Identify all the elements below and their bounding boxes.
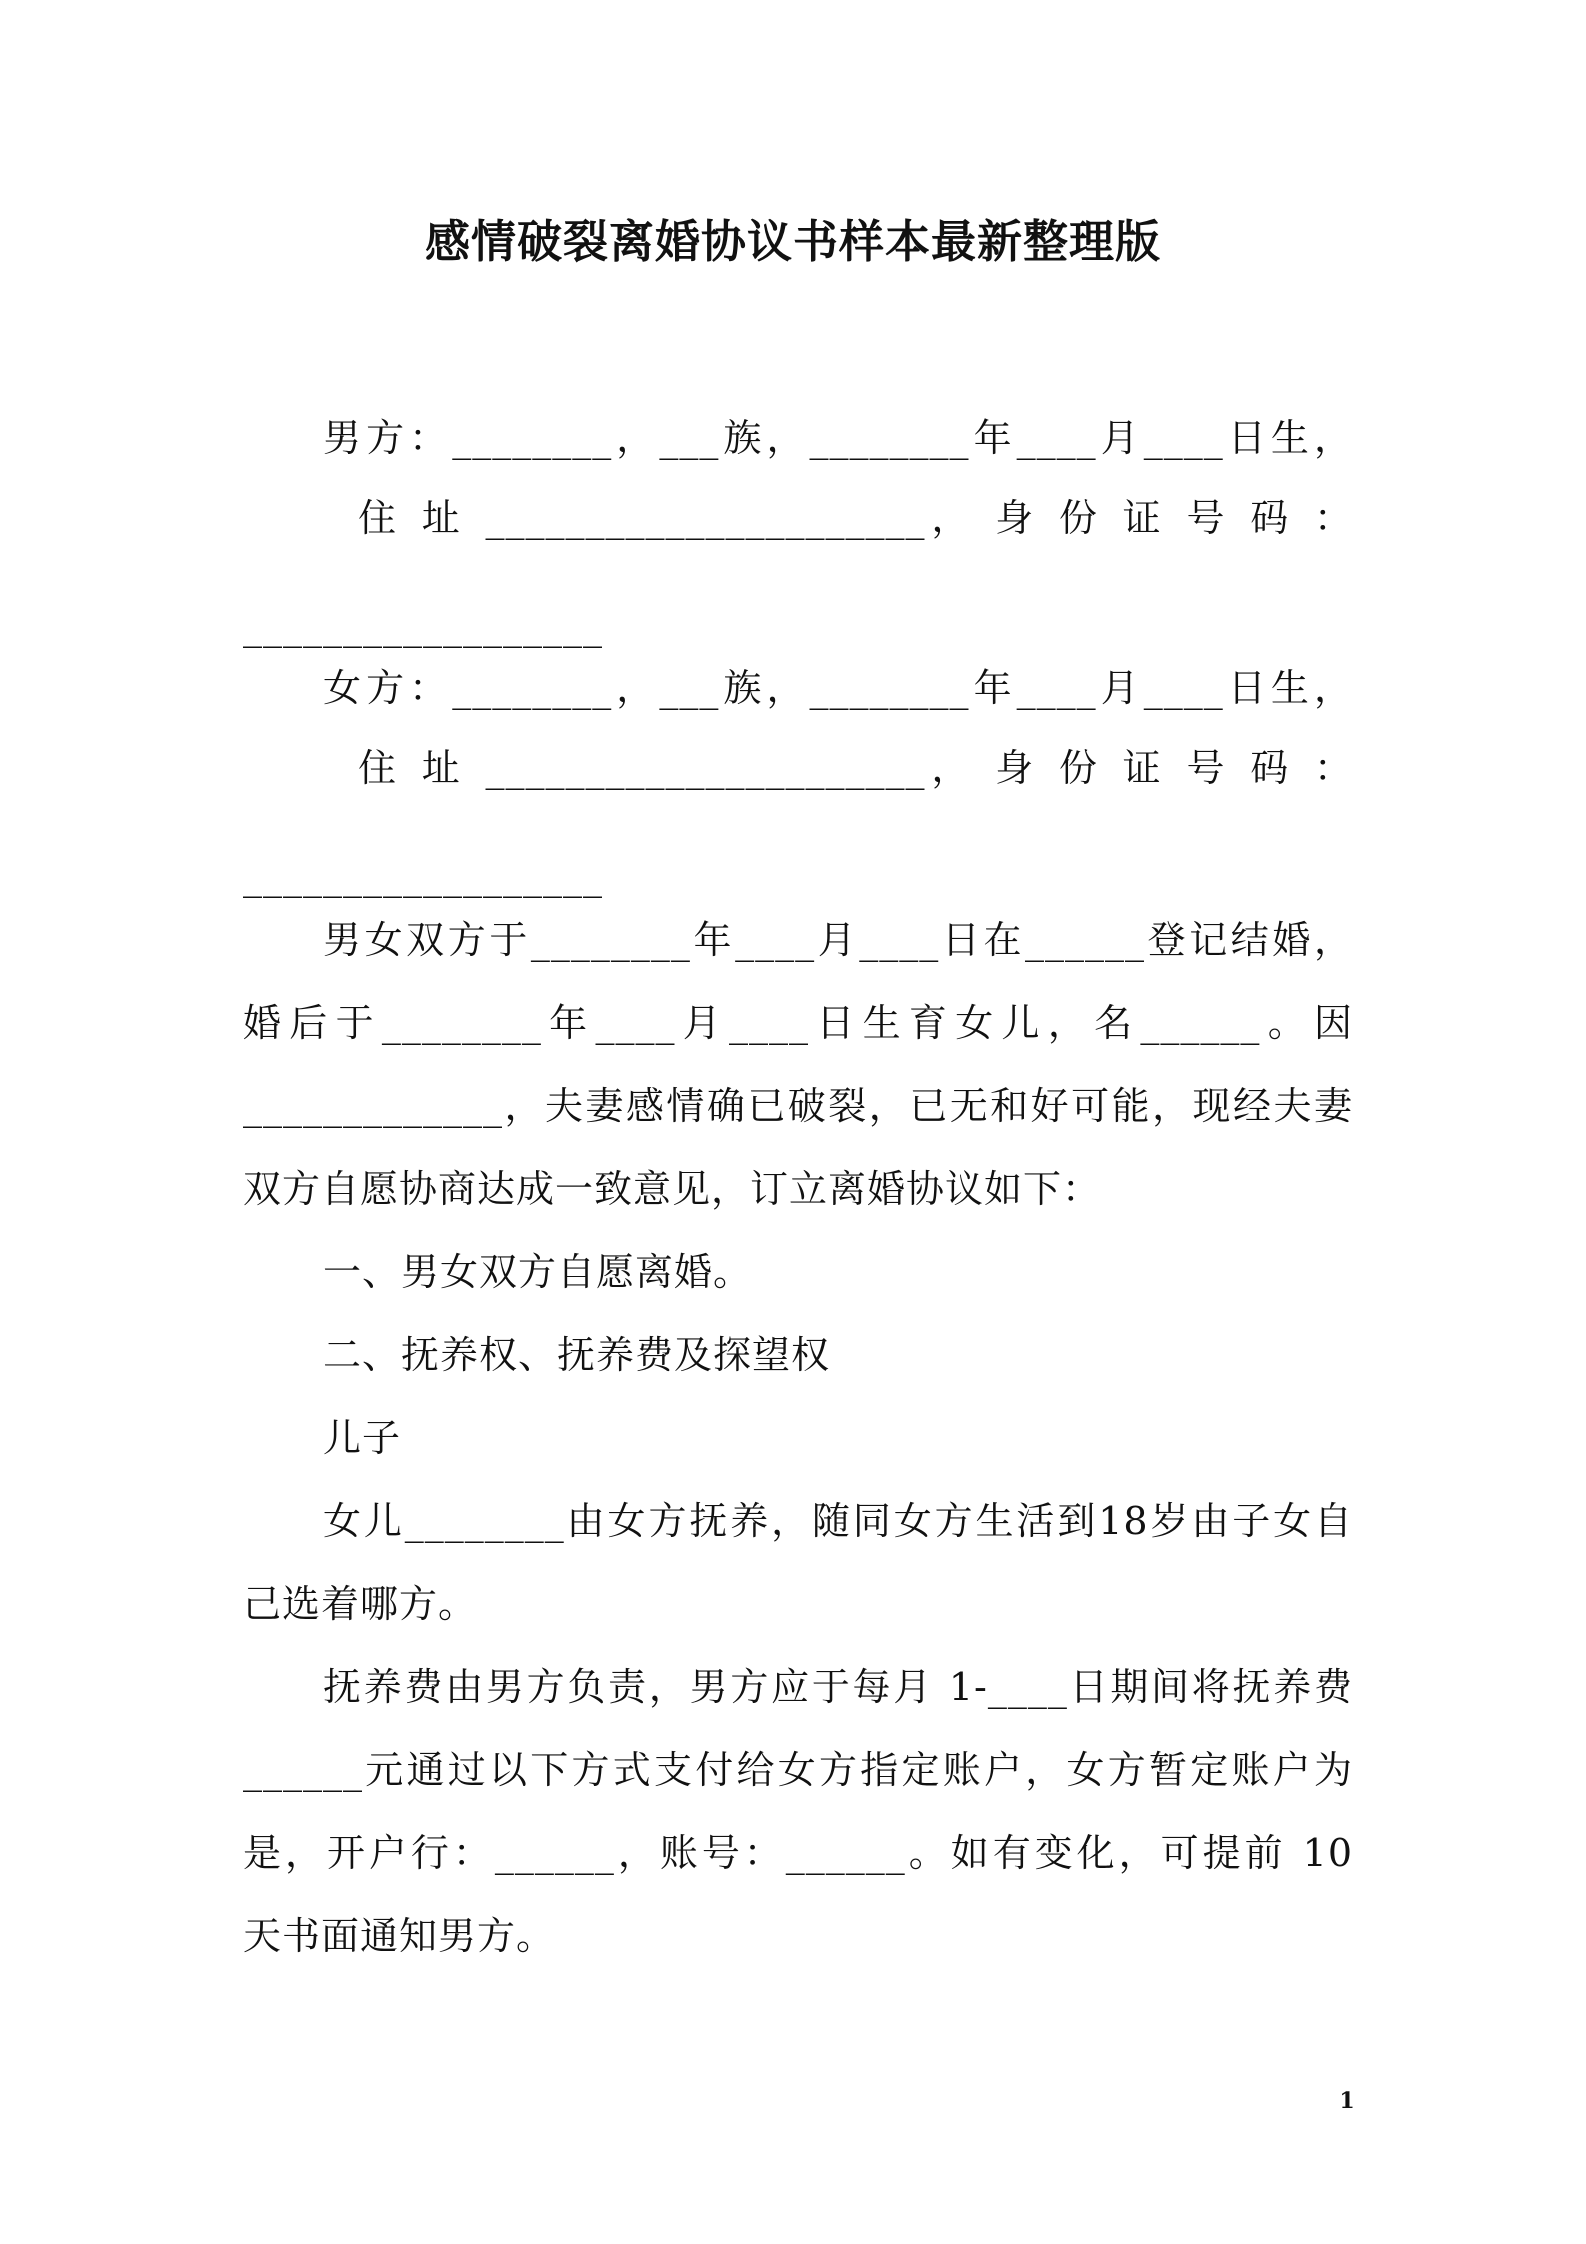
female-address-id-line: 住 址 ______________________， 身 份 证 号 码 ： bbox=[358, 746, 1353, 790]
paragraph-marriage-line-1: 男女双方于________年____月____日在______登记结婚， bbox=[323, 918, 1353, 962]
support-fee-line-4: 天书面通知男方。 bbox=[243, 1914, 556, 1958]
daughter-custody-line-2: 己选着哪方。 bbox=[243, 1582, 478, 1626]
paragraph-marriage-line-3: _____________，夫妻感情确已破裂，已无和好可能，现经夫妻 bbox=[243, 1084, 1353, 1128]
female-party-info-line: 女方：________，___族，________年____月____日生， bbox=[323, 666, 1353, 710]
male-address-id-line: 住 址 ______________________， 身 份 证 号 码 ： bbox=[358, 496, 1353, 540]
daughter-custody-line-1: 女儿________由女方抚养，随同女方生活到18岁由子女自 bbox=[323, 1499, 1353, 1543]
female-id-blank-line: __________________ bbox=[243, 854, 603, 898]
support-fee-line-2: ______元通过以下方式支付给女方指定账户，女方暂定账户为 bbox=[243, 1748, 1353, 1792]
male-id-blank-line: __________________ bbox=[243, 604, 603, 648]
clause-two-heading: 二、抚养权、抚养费及探望权 bbox=[323, 1333, 831, 1377]
support-fee-line-3: 是，开户行：______，账号：______。如有变化，可提前 10 bbox=[243, 1831, 1353, 1875]
paragraph-marriage-line-2: 婚后于________年____月____日生育女儿，名______。因 bbox=[243, 1001, 1353, 1045]
document-title: 感情破裂离婚协议书样本最新整理版 bbox=[424, 215, 1161, 268]
male-party-info-line: 男方：________，___族，________年____月____日生， bbox=[323, 416, 1353, 460]
clause-one: 一、男女双方自愿离婚。 bbox=[323, 1250, 753, 1294]
son-label: 儿子 bbox=[323, 1416, 402, 1460]
page-number: 1 bbox=[1339, 2088, 1355, 2114]
support-fee-line-1: 抚养费由男方负责，男方应于每月 1-____日期间将抚养费 bbox=[323, 1665, 1353, 1709]
paragraph-marriage-line-4: 双方自愿协商达成一致意见，订立离婚协议如下： bbox=[243, 1167, 1102, 1211]
